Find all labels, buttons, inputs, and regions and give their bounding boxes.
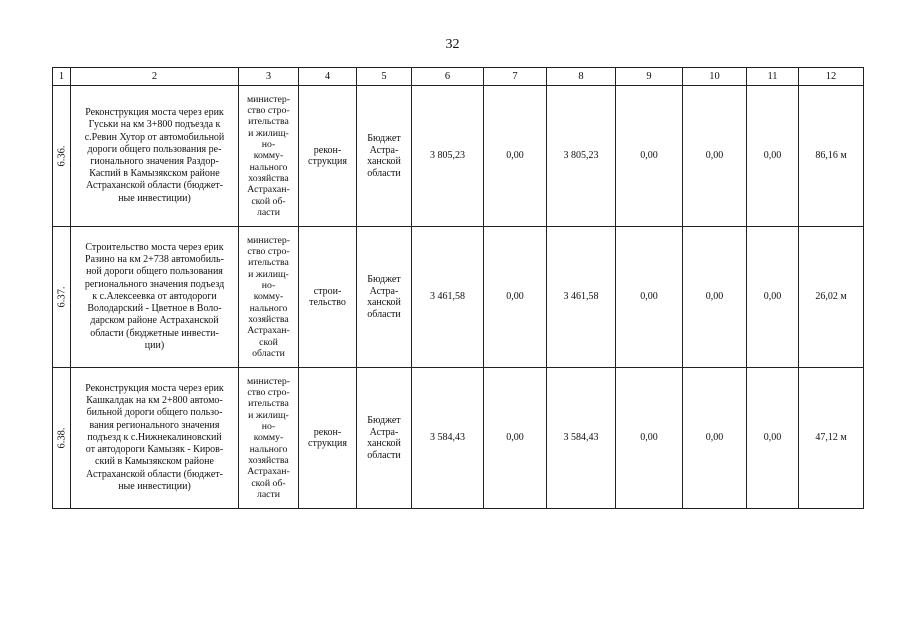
- column-header: 5: [357, 68, 412, 86]
- object-description-line: дороги общего пользования ре-: [87, 143, 222, 155]
- table-row: [53, 227, 864, 368]
- responsible-agency-line: министер-: [246, 234, 291, 246]
- row-number: 6.37.: [55, 286, 67, 308]
- object-description-line: Кашкалдак на км 2+800 автомо-: [86, 395, 223, 407]
- responsible-agency-cell: [239, 227, 299, 368]
- object-description-line: Разино на км 2+738 автомобиль-: [85, 254, 224, 266]
- work-type-line: струкция: [308, 156, 347, 167]
- responsible-agency-line: ство стро-: [247, 105, 290, 117]
- row-number-cell: [53, 86, 71, 227]
- value-cell-11: 0,00: [747, 86, 799, 227]
- responsible-agency-line: ительства: [248, 257, 289, 269]
- row-number-cell: [53, 227, 71, 368]
- object-description-line: регионального значения подъезд: [84, 278, 225, 290]
- responsible-agency-line: ской: [259, 336, 278, 348]
- funding-source-line: области: [367, 308, 401, 320]
- value-cell-9: 0,00: [616, 86, 683, 227]
- object-description-line: Реконструкция моста через ерик: [85, 383, 224, 395]
- object-description-line: Володарский - Цветное в Воло-: [87, 303, 222, 315]
- value-cell-7: 0,00: [484, 227, 547, 368]
- object-description-line: с.Ревин Хутор от автомобильной: [84, 131, 225, 143]
- value-cell-7: 0,00: [484, 368, 547, 509]
- column-header: 9: [616, 68, 683, 86]
- funding-source-line: ханской: [367, 297, 401, 308]
- object-description-line: Каспий в Камызякском районе: [89, 168, 220, 180]
- funding-source-line: ханской: [367, 156, 401, 167]
- responsible-agency-line: ской об-: [251, 477, 286, 489]
- value-cell-7: 0,00: [484, 86, 547, 227]
- page-number: 32: [445, 37, 460, 52]
- object-description-line: к с.Алексеевка от автодороги: [92, 290, 217, 302]
- value-cell-9: 0,00: [616, 368, 683, 509]
- value-cell-11: 0,00: [747, 227, 799, 368]
- responsible-agency-line: министер-: [246, 375, 291, 387]
- responsible-agency-line: но-: [261, 421, 276, 433]
- investment-table: [52, 67, 864, 509]
- object-description-line: Астраханской области (бюджет-: [86, 468, 223, 480]
- work-type-line: рекон-: [313, 144, 342, 156]
- column-header: 1: [53, 68, 71, 86]
- row-number: 6.36.: [55, 145, 67, 167]
- object-description-line: вания регионального значения: [89, 419, 220, 431]
- responsible-agency-line: министер-: [246, 93, 291, 105]
- responsible-agency-line: ласти: [256, 488, 281, 500]
- funding-source-cell: [357, 368, 412, 509]
- object-description-line: от автодороги Камызяк - Киров-: [85, 444, 224, 456]
- funding-source-line: Бюджет: [367, 274, 401, 285]
- object-description-cell: [71, 86, 239, 227]
- work-type-line: тельство: [309, 297, 346, 308]
- funding-source-line: области: [367, 449, 401, 461]
- responsible-agency-line: комму-: [253, 291, 284, 303]
- responsible-agency-line: ласти: [256, 206, 281, 218]
- funding-source-line: Бюджет: [367, 415, 401, 426]
- column-header: 8: [547, 68, 616, 86]
- value-cell-8: 3 584,43: [547, 368, 616, 509]
- object-description-line: ные инвестиции): [118, 480, 191, 492]
- value-cell-9: 0,00: [616, 227, 683, 368]
- object-description-cell: [71, 368, 239, 509]
- column-header: 2: [71, 68, 239, 86]
- column-header: 4: [299, 68, 357, 86]
- responsible-agency-line: Астрахан-: [247, 325, 290, 337]
- work-type-line: рекон-: [313, 426, 342, 438]
- funding-source-cell: [357, 227, 412, 368]
- responsible-agency-line: хозяйства: [248, 172, 289, 184]
- value-cell-8: 3 461,58: [547, 227, 616, 368]
- responsible-agency-line: ство стро-: [247, 387, 290, 399]
- value-cell-12: 26,02 м: [799, 227, 864, 368]
- responsible-agency-line: и жилищ-: [248, 127, 289, 139]
- responsible-agency-line: нального: [249, 443, 288, 455]
- responsible-agency-line: хозяйства: [248, 454, 289, 466]
- responsible-agency-line: комму-: [253, 150, 284, 162]
- object-description-line: Строительство моста через ерик: [85, 242, 224, 254]
- object-description-line: ции): [144, 339, 165, 351]
- responsible-agency-line: но-: [261, 139, 276, 151]
- value-cell-10: 0,00: [683, 86, 747, 227]
- value-cell-11: 0,00: [747, 368, 799, 509]
- object-description-line: Астраханской области (бюджет-: [86, 180, 223, 192]
- responsible-agency-line: ительства: [248, 398, 289, 410]
- row-number: 6.38.: [55, 427, 67, 449]
- funding-source-line: ханской: [367, 438, 401, 449]
- funding-source-line: Астра-: [369, 144, 399, 156]
- column-header: 10: [683, 68, 747, 86]
- object-description-line: подъезд к с.Нижнекалиновский: [87, 431, 222, 443]
- responsible-agency-line: и жилищ-: [248, 409, 289, 421]
- value-cell-10: 0,00: [683, 227, 747, 368]
- responsible-agency-cell: [239, 368, 299, 509]
- table-body: [53, 86, 864, 509]
- responsible-agency-line: Астрахан-: [247, 184, 290, 196]
- work-type-cell: [299, 227, 357, 368]
- value-cell-6: 3 461,58: [412, 227, 484, 368]
- funding-source-line: области: [367, 167, 401, 179]
- column-header: 6: [412, 68, 484, 86]
- column-header: 7: [484, 68, 547, 86]
- funding-source-line: Астра-: [369, 426, 399, 438]
- object-description-line: Реконструкция моста через ерик: [85, 107, 224, 119]
- work-type-line: строи-: [313, 285, 342, 297]
- object-description-line: ной дороги общего пользования: [86, 266, 223, 278]
- funding-source-line: Бюджет: [367, 133, 401, 144]
- value-cell-12: 86,16 м: [799, 86, 864, 227]
- responsible-agency-line: области: [252, 347, 285, 359]
- column-header: 11: [747, 68, 799, 86]
- object-description-line: дарском районе Астраханской: [90, 315, 219, 327]
- funding-source-cell: [357, 86, 412, 227]
- value-cell-8: 3 805,23: [547, 86, 616, 227]
- work-type-line: струкция: [308, 438, 347, 449]
- responsible-agency-line: комму-: [253, 432, 284, 444]
- object-description-line: Гуськи на км 3+800 подъезда к: [88, 119, 221, 131]
- responsible-agency-line: ительства: [248, 116, 289, 128]
- responsible-agency-cell: [239, 86, 299, 227]
- responsible-agency-line: но-: [261, 280, 276, 292]
- row-number-cell: [53, 368, 71, 509]
- responsible-agency-line: Астрахан-: [247, 466, 290, 478]
- funding-source-line: Астра-: [369, 285, 399, 297]
- responsible-agency-line: нального: [249, 302, 288, 314]
- responsible-agency-line: ской об-: [251, 195, 286, 207]
- responsible-agency-line: хозяйства: [248, 313, 289, 325]
- object-description-line: гионального значения Раздор-: [90, 156, 219, 167]
- work-type-cell: [299, 86, 357, 227]
- table-row: [53, 86, 864, 227]
- column-header: 3: [239, 68, 299, 86]
- value-cell-10: 0,00: [683, 368, 747, 509]
- object-description-line: области (бюджетные инвести-: [90, 327, 219, 339]
- value-cell-6: 3 584,43: [412, 368, 484, 509]
- work-type-cell: [299, 368, 357, 509]
- object-description-line: ные инвестиции): [118, 192, 191, 204]
- value-cell-12: 47,12 м: [799, 368, 864, 509]
- responsible-agency-line: ство стро-: [247, 246, 290, 258]
- object-description-cell: [71, 227, 239, 368]
- table-row: [53, 368, 864, 509]
- responsible-agency-line: нального: [249, 161, 288, 173]
- column-header: 12: [799, 68, 864, 86]
- value-cell-6: 3 805,23: [412, 86, 484, 227]
- responsible-agency-line: и жилищ-: [248, 268, 289, 280]
- header-row: [53, 68, 864, 86]
- object-description-line: бильной дороги общего пользо-: [86, 407, 223, 419]
- object-description-line: ский в Камызякском районе: [95, 456, 214, 468]
